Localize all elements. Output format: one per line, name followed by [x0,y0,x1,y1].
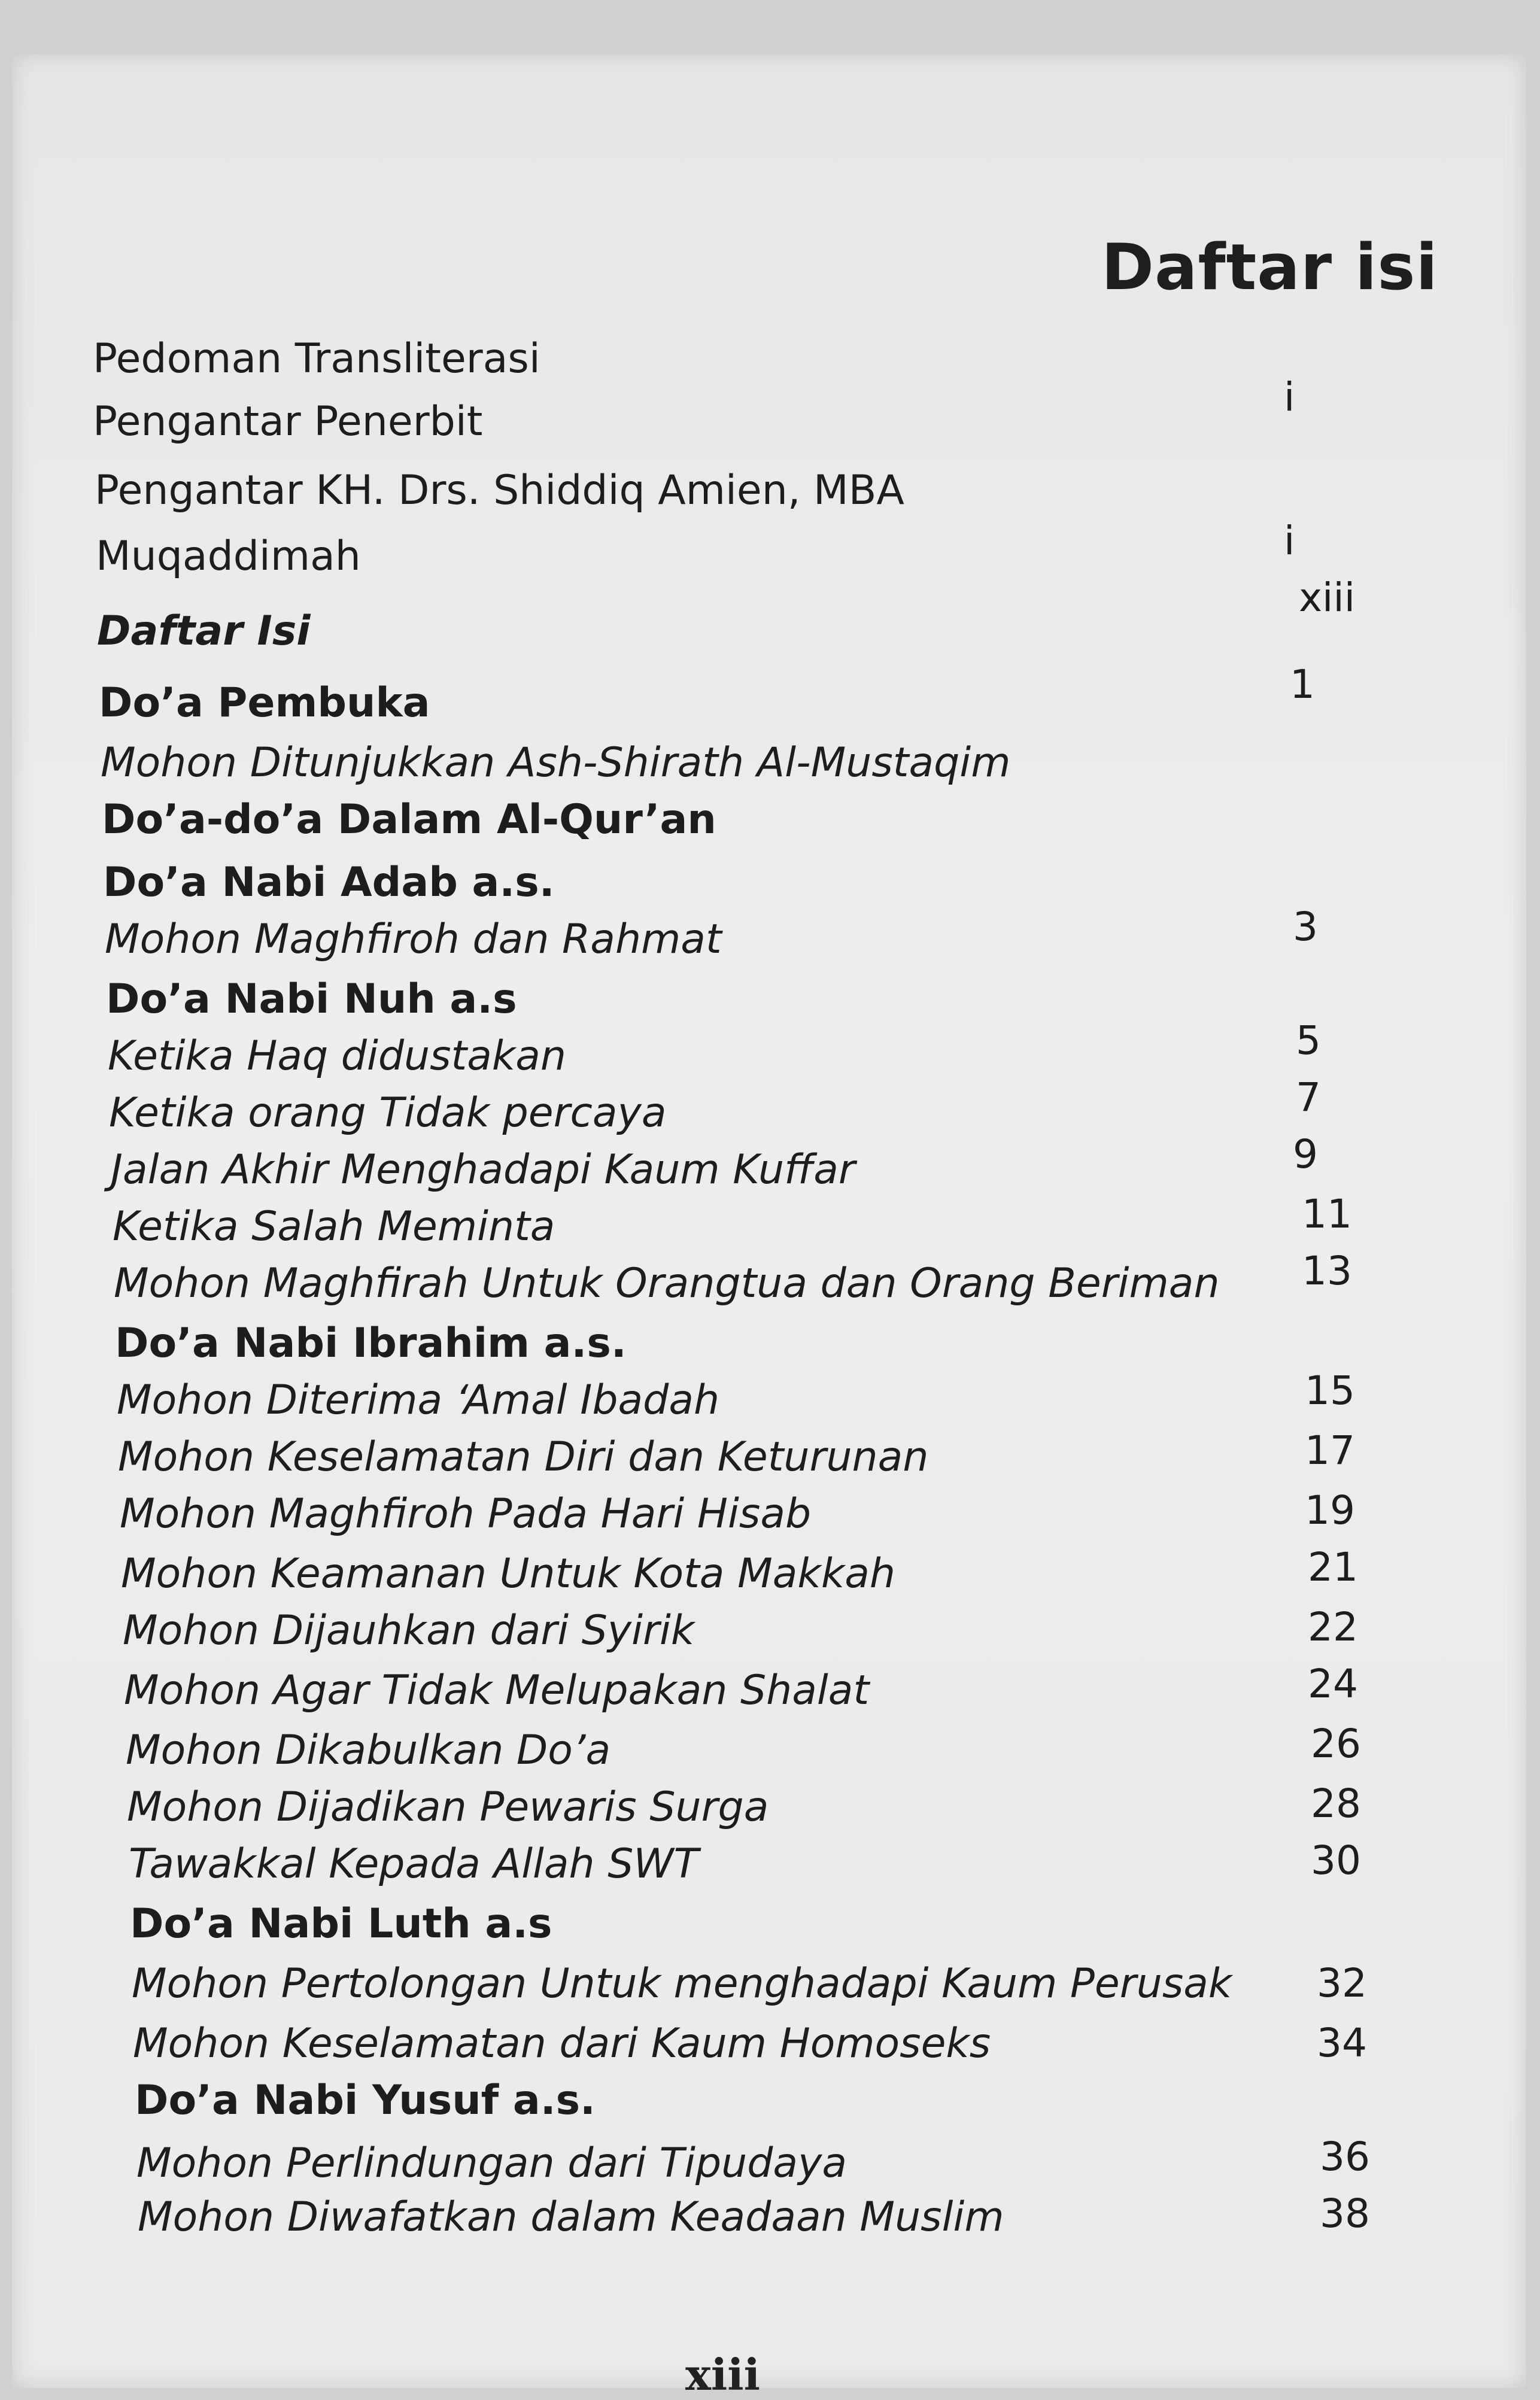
toc-page-number: 32 [1317,1960,1367,2006]
toc-entry: Mohon Pertolongan Untuk menghadapi Kaum Perusak [132,1960,1232,2007]
toc-entry: Mohon Diterima ‘Amal Ibadah [117,1377,720,1424]
toc-entry: Muqaddimah [96,533,361,580]
toc-page-number: 11 [1302,1191,1352,1237]
page-title: Daftar isi [1101,230,1438,304]
toc-entry: Mohon Perlindungan dari Tipudaya [136,2140,848,2187]
toc-entry: Ketika Haq didustakan [108,1032,567,1080]
toc-page-number: 19 [1305,1487,1355,1533]
toc-entry: Jalan Akhir Menghadapi Kaum Kuffar [111,1146,855,1193]
toc-page-number: 30 [1311,1837,1361,1883]
toc-entry: Do’a Nabi Ibrahim a.s. [115,1320,627,1367]
toc-entry: Do’a Nabi Yusuf a.s. [135,2077,596,2124]
toc-page-number: i [1284,374,1295,420]
toc-page-number: 5 [1296,1017,1321,1064]
toc-page-number: 1 [1290,661,1315,707]
toc-entry: Pengantar KH. Drs. Shiddiq Amien, MBA [95,467,904,514]
toc-entry: Do’a Nabi Nuh a.s [106,976,517,1023]
toc-entry: Mohon Keselamatan dari Kaum Homoseks [133,2020,991,2067]
toc-entry: Do’a Pembuka [99,679,430,727]
toc-page-number: xiii [1299,575,1356,621]
toc-entry: Mohon Agar Tidak Melupakan Shalat [124,1667,870,1714]
toc-entry: Tawakkal Kepada Allah SWT [129,1840,699,1888]
toc-entry: Do’a Nabi Luth a.s [130,1900,552,1948]
toc-page-number: 34 [1317,2020,1367,2066]
toc-entry: Mohon Maghfirah Untuk Orangtua dan Orang Beriman [114,1260,1220,1307]
toc-page-number: i [1284,518,1295,564]
toc-entry: Mohon Keamanan Untuk Kota Makkah [121,1550,895,1597]
toc-entry: Mohon Ditunjukkan Ash-Shirath Al-Mustaqim [101,739,1011,786]
toc-entry: Mohon Dijauhkan dari Syirik [123,1607,695,1654]
toc-entry: Pengantar Penerbit [93,398,483,445]
toc-page-number: 9 [1293,1131,1318,1177]
toc-page-number: 28 [1311,1781,1361,1827]
toc-entry: Mohon Keselamatan Diri dan Keturunan [118,1433,929,1481]
toc-page-number: 36 [1320,2134,1370,2180]
footer-page-number: xiii [685,2349,760,2400]
toc-page-number: 17 [1305,1427,1355,1474]
toc-entry: Mohon Diwafatkan dalam Keadaan Muslim [138,2194,1004,2241]
toc-entry: Mohon Maghfiroh Pada Hari Hisab [120,1490,812,1538]
toc-entry: Mohon Dijadikan Pewaris Surga [127,1784,769,1831]
toc-entry: Mohon Dikabulkan Do’a [126,1727,611,1774]
toc-page-number: 13 [1302,1248,1352,1294]
toc-page-number: 21 [1308,1544,1358,1590]
toc-page-number: 7 [1296,1074,1321,1120]
toc-page-number: 26 [1311,1721,1361,1767]
toc-page-number: 15 [1305,1368,1355,1414]
toc-entry: Do’a Nabi Adab a.s. [103,859,555,906]
toc-page-number: 24 [1308,1661,1358,1707]
toc-entry: Ketika orang Tidak percaya [109,1089,667,1137]
toc-entry: Mohon Maghfiroh dan Rahmat [105,916,722,963]
toc-page-number: 38 [1320,2191,1370,2237]
toc-page-number: 22 [1308,1604,1358,1650]
toc-entry: Daftar Isi [97,607,311,655]
toc-entry: Pedoman Transliterasi [93,335,540,382]
book-page [12,54,1526,2400]
toc-page-number: 3 [1293,904,1318,950]
toc-entry: Ketika Salah Meminta [113,1203,555,1250]
toc-entry: Do’a-do’a Dalam Al-Qur’an [102,796,716,843]
